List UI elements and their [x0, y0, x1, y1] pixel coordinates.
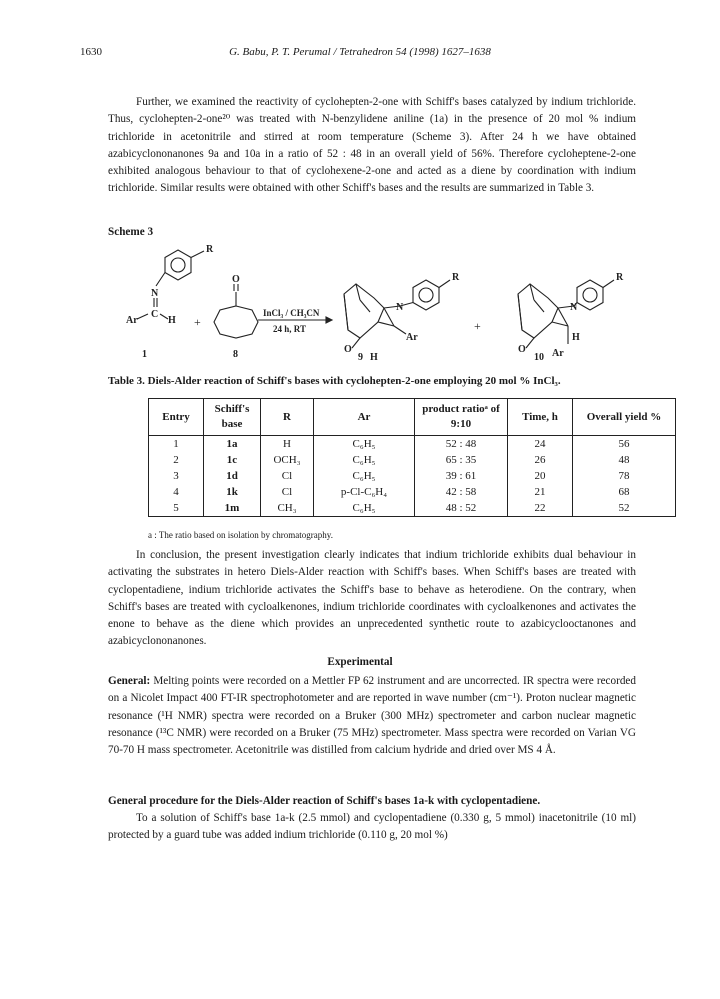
cell-yield: 78: [573, 468, 676, 484]
cell-schiff-base: 1a: [204, 436, 261, 453]
cell-entry: 3: [149, 468, 204, 484]
cell-entry: 2: [149, 452, 204, 468]
cell-time: 22: [508, 500, 573, 517]
cell-ratio: 42 : 58: [415, 484, 508, 500]
compound-1-label: 1: [142, 349, 147, 360]
cell-ar: C₆H₅: [314, 500, 415, 517]
label-ar-1: Ar: [126, 315, 138, 326]
header-ar: Ar: [314, 399, 415, 436]
label-r-9: R: [452, 272, 460, 283]
general-paragraph: [108, 673, 636, 759]
cell-schiff-base: 1c: [204, 452, 261, 468]
paragraph-2: In conclusion, the present investigation clearly indicates that indium trichloride exhibits dual behaviour in activating the substrates in hetero Diels-Alder reaction with Schiff's bases. When Schiff's bases are treated with cyclopentadiene, indium trichloride activates the Schiff's base to behave as heterodiene. On the contrary, when Schiff's bases are treated with cycloalkenones, indium trichloride coordinates with cycloalkenones and activates the enone to behave as the diene which provides an unprecedented synthetic route to azabicyclooctanones and azabicyclononanones.: [108, 549, 636, 648]
table-caption: Table 3. Diels-Alder reaction of Schiff's bases with cyclohepten-2-one employing 20 mol % InCl₃.: [108, 375, 561, 387]
cell-r: CH₃: [261, 500, 314, 517]
label-r-1: R: [206, 244, 214, 255]
cell-ar: C₆H₅: [314, 452, 415, 468]
label-ar-10: Ar: [552, 348, 564, 359]
procedure-paragraph: To a solution of Schiff's base 1a-k (2.5 mmol) and cyclopentadiene (0.330 g, 5 mmol) inacetonitrile (10 ml) protected by a guard tube was added indium trichloride (0.110 g, 20 mol %): [108, 812, 636, 842]
label-n-10: N: [570, 302, 578, 313]
label-ar-9: Ar: [406, 332, 418, 343]
header-time: Time, h: [508, 399, 573, 436]
cell-r: Cl: [261, 484, 314, 500]
label-n-1: N: [151, 288, 159, 299]
cell-yield: 56: [573, 436, 676, 453]
results-table: [148, 398, 676, 517]
header-r: R: [261, 399, 314, 436]
cell-time: 21: [508, 484, 573, 500]
cell-entry: 5: [149, 500, 204, 517]
label-o-9: O: [344, 344, 352, 355]
cell-yield: 52: [573, 500, 676, 517]
scheme-title: Scheme 3: [108, 226, 154, 238]
table-header-row: [149, 399, 676, 436]
cell-schiff-base: 1m: [204, 500, 261, 517]
paragraph-1: Further, we examined the reactivity of cyclohepten-2-one with Schiff's bases catalyzed by indium trichloride. Thus, cyclohepten-2-one²⁰ was treated with N-benzylidene aniline (1a) in the presence of 20 mol % indium trichloride in acetonitrile and stirred at room temperature (Scheme 3). After 24 h we have obtained azabicyclononanones 9a and 10a in a ratio of 52 : 48 in an overall yield of 56%. Therefore cycloheptene-2-one exhibited analogous behaviour to that of cyclohexene-2-one and acted as a diene by coordination with indium trichloride. Similar results were obtained with other Schiff's bases and the results are summarized in Table 3.: [108, 96, 636, 195]
table-row: [149, 452, 676, 468]
cell-time: 24: [508, 436, 573, 453]
cell-schiff-base: 1k: [204, 484, 261, 500]
table-row: [149, 436, 676, 453]
cell-ratio: 39 : 61: [415, 468, 508, 484]
cell-ratio: 48 : 52: [415, 500, 508, 517]
page-number: 1630: [80, 46, 102, 58]
header-yield: Overall yield %: [573, 399, 676, 436]
cell-ratio: 65 : 35: [415, 452, 508, 468]
header-ratio: product ratioᵃ of 9:10: [415, 399, 508, 436]
cell-ar: C₆H₅: [314, 436, 415, 453]
procedure-heading: General procedure for the Diels-Alder reaction of Schiff's bases 1a-k with cyclopentadiene.: [108, 795, 541, 807]
plus-sign-2: +: [474, 319, 481, 333]
cell-time: 26: [508, 452, 573, 468]
cell-yield: 48: [573, 452, 676, 468]
compound-10-label: 10: [534, 352, 544, 363]
table-footnote: a : The ratio based on isolation by chromatography.: [148, 530, 333, 540]
cell-schiff-base: 1d: [204, 468, 261, 484]
cell-entry: 4: [149, 484, 204, 500]
experimental-heading: Experimental: [327, 656, 393, 668]
cell-r: H: [261, 436, 314, 453]
plus-sign-1: +: [194, 315, 201, 329]
running-header: G. Babu, P. T. Perumal / Tetrahedron 54 (1998) 1627–1638: [229, 46, 491, 58]
label-h-10: H: [572, 332, 580, 343]
compound-8-label: 8: [233, 349, 238, 360]
table-row: [149, 500, 676, 517]
label-h-1: H: [168, 315, 176, 326]
scheme-3-diagram: [108, 240, 668, 370]
cell-time: 20: [508, 468, 573, 484]
cell-yield: 68: [573, 484, 676, 500]
general-label: General:: [108, 675, 151, 687]
label-c-1: C: [151, 309, 159, 320]
label-o-10: O: [518, 344, 526, 355]
cell-r: OCH₃: [261, 452, 314, 468]
header-entry: Entry: [149, 399, 204, 436]
cell-ar: C₆H₅: [314, 468, 415, 484]
reagent-line-1: InCl₃ / CH₃CN: [263, 308, 320, 318]
cell-ratio: 52 : 48: [415, 436, 508, 453]
label-o-8: O: [232, 274, 240, 285]
header-schiff-base: Schiff's base: [204, 399, 261, 436]
cell-r: Cl: [261, 468, 314, 484]
cell-ar: p-Cl-C₆H₄: [314, 484, 415, 500]
label-r-10: R: [616, 272, 624, 283]
compound-9-label: 9: [358, 352, 363, 363]
table-row: [149, 484, 676, 500]
table-row: [149, 468, 676, 484]
label-n-9: N: [396, 302, 404, 313]
cell-entry: 1: [149, 436, 204, 453]
general-text: Melting points were recorded on a Mettler FP 62 instrument and are uncorrected. IR spectra were recorded on a Nicolet Impact 400 FT-IR spectrophotometer and are reported in wave number (cm⁻¹). Proton nuclear magnetic resonance (¹H NMR) spectra were recorded on a Bruker (300 MHz) spectrometer and carbon nuclear magnetic resonance (¹³C NMR) were recorded on a Bruker (75 MHz) spectrometer. Mass spectra were recorded on Varian VG 70-70 H mass spectrometer. Acetonitrile was distilled from calcium hydride and dried over MS 4 Å.: [108, 675, 636, 757]
reagent-line-2: 24 h, RT: [273, 324, 306, 334]
label-h-9: H: [370, 352, 378, 363]
